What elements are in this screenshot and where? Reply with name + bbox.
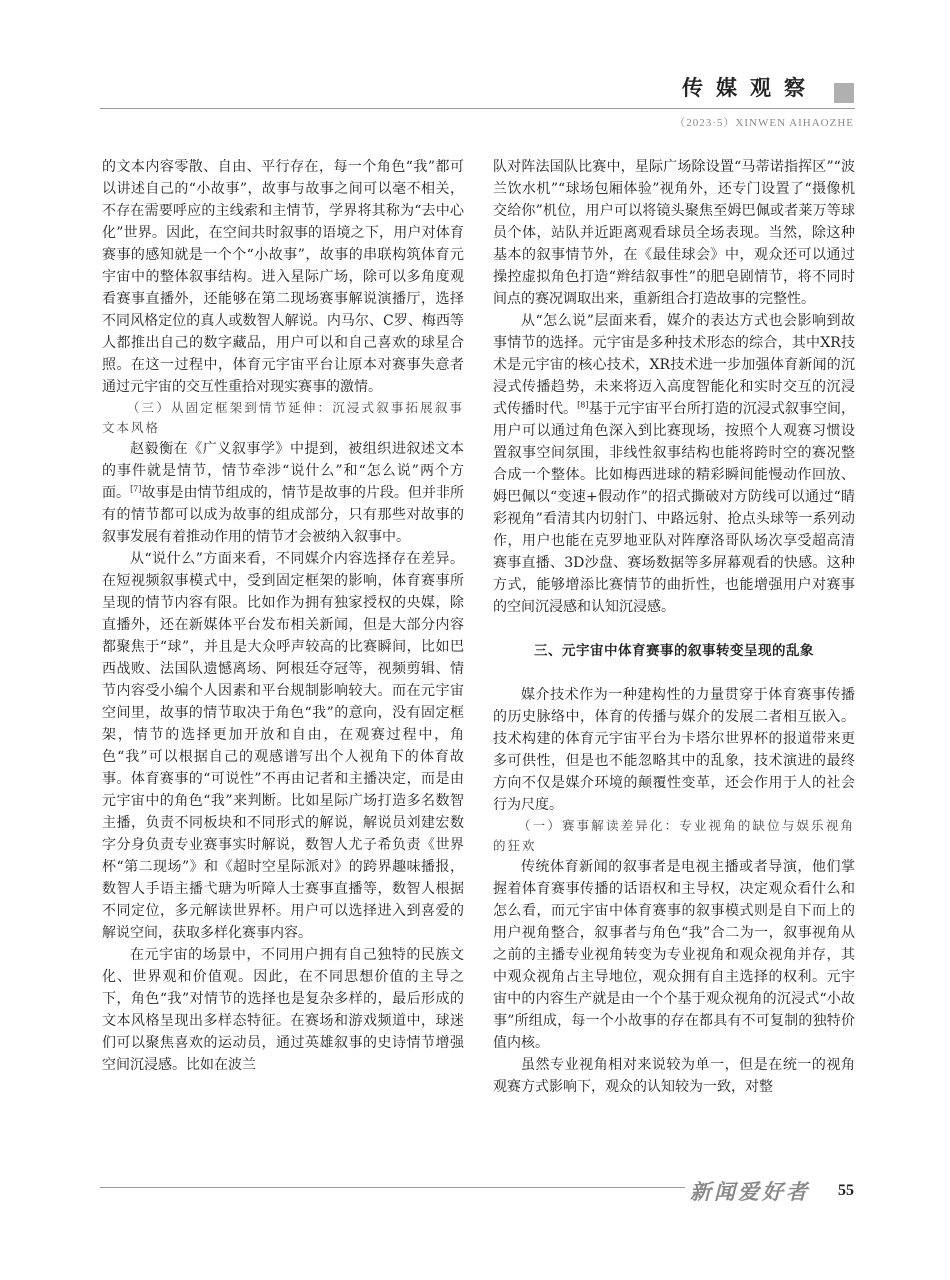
- paragraph-text: 基于元宇宙平台所打造的沉浸式叙事空间，用户可以通过角色深入到比赛现场，按照个人观赛习惯设置叙事空间氛围，非线性叙事结构也能将跨时空的赛况整合成一个整体。比如梅西进球的精彩瞬间能慢动作回放、姆巴佩以“变速+假动作”的招式撕破对方防线可以通过“睛彩视角”看清其内切射门、中路远射、抢点头球等一系列动作，用户也能在克罗地亚队对阵摩洛哥队场次享受超高清赛事直播、3D沙盘、赛场数据等多屏幕观看的快感。这种方式，能够增添比赛情节的曲折性，也能增强用户对赛事的空间沉浸感和认知沉浸感。: [493, 401, 856, 615]
- subsection-heading: （一）赛事解读差异化：专业视角的缺位与娱乐视角的狂欢: [493, 818, 855, 853]
- paragraph: 从“说什么”方面来看，不同媒介内容选择存在差异。在短视频叙事模式中，受到固定框架的影响，体育赛事所呈现的情节内容有限。比如作为拥有独家授权的央媒，除直播外，还在新媒体平台发布相关新闻，但是大部分内容都聚焦于“球”，并且是大众呼声较高的比赛瞬间，比如巴西战败、法国队遗憾离场、阿根廷夺冠等，视频剪辑、情节内容受小编个人因素和平台规制影响较大。而在元宇宙空间里，故事的情节取决于角色“我”的意向，没有固定框架，情节的选择更加开放和自由，在观赛过程中，角色“我”可以根据自己的观感谱写出个人视角下的体育故事。体育赛事的“可说性”不再由记者和主播决定，而是由元宇宙中的角色“我”来判断。比如星际广场打造多名数智主播，负责不同板块和不同形式的解说，解说员刘建宏数字分身负责专业赛事实时解说，数智人尤子希负责《世界杯“第二现场”》和《超时空星际派对》的跨界趣味播报，数智人手语主播弋瑭为听障人士赛事直播等，数智人根据不同定位，多元解读世界杯。用户可以选择进入到喜爱的解说空间，获取多样化赛事内容。: [102, 551, 464, 941]
- paragraph: 虽然专业视角相对来说较为单一，但是在统一的视角观赛方式影响下，观众的认知较为一致，对整: [493, 1057, 855, 1095]
- reference-marker: [7]: [130, 484, 142, 494]
- paragraph-text: 赵毅衡在《广义叙事学》中提到，被组织进叙述文本的事件就是情节，情节牵涉“说什么”和“怎么说”两个方面。: [102, 441, 464, 501]
- paragraph: 队对阵法国队比赛中，星际广场除设置“马蒂诺指挥区”“波兰饮水机”“球场包厢体验”视角外，还专门设置了“摄像机交给你”机位，用户可以将镜头聚焦至姆巴佩或者莱万等球员个体，站队并近距离观看球员全场表现。当然，除这种基本的叙事情节外，在《最佳球会》中，观众还可以通过操控虚拟角色打造“辫结叙事性”的肥皂剧情节，将不同时间点的赛况调取出来，重新组合打造故事的完整性。: [493, 159, 855, 307]
- paragraph: 在元宇宙的场景中，不同用户拥有自己独特的民族文化、世界观和价值观。因此，在不同思想价值的主导之下，角色“我”对情节的选择也是复杂多样的，最后形成的文本风格呈现出多样态特征。在赛场和游戏频道中，球迷们可以聚焦喜欢的运动员，通过英雄叙事的史诗情节增强空间沉浸感。比如在波兰: [102, 947, 464, 1073]
- right-column: [493, 156, 855, 1098]
- journal-logo: 新闻爱好者: [690, 1179, 810, 1204]
- section-heading: 三、元宇宙中体育赛事的叙事转变呈现的乱象: [534, 643, 814, 659]
- paragraph: 传统体育新闻的叙事者是电视主播或者导演，他们掌握着体育赛事传播的话语权和主导权，决定观众看什么和怎么看，而元宇宙中体育赛事的叙事模式则是自下而上的用户视角整合，叙事者与角色“我”合二为一，叙事视角从之前的主播专业视角转变为专业视角和观众视角并存，其中观众视角占主导地位，观众拥有自主选择的权利。元宇宙中的内容生产就是由一个个基于观众视角的沉浸式“小故事”所组成，每一个小故事的存在都具有不可复制的独特价值内核。: [493, 859, 855, 1051]
- paragraph: 媒介技术作为一种建构性的力量贯穿于体育赛事传播的历史脉络中，体育的传播与媒介的发展二者相互嵌入。技术构建的体育元宇宙平台为卡塔尔世界杯的报道带来更多可供性，但是也不能忽略其中的乱象，技术演进的最终方向不仅是媒介环境的颠覆性变革，还会作用于人的社会行为尺度。: [493, 687, 855, 813]
- paragraph-text: 故事是由情节组成的，情节是故事的片段。但并非所有的情节都可以成为故事的组成部分，只有那些对故事的叙事发展有着推动作用的情节才会被纳入叙事中。: [102, 485, 465, 545]
- subsection-heading: （三）从固定框架到情节延伸：沉浸式叙事拓展叙事文本风格: [102, 400, 464, 435]
- paragraph-text: 从“怎么说”层面来看，媒介的表达方式也会影响到故事情节的选择。元宇宙是多种技术形态的综合，其中XR技术是元宇宙的核心技术，XR技术进一步加强体育新闻的沉浸式传播趋势，未来将迈入高度智能化和实时交互的沉浸式传播时代。: [493, 313, 855, 417]
- paragraph: [493, 310, 855, 618]
- reference-marker: [8]: [577, 400, 589, 410]
- footer-rule: [100, 1187, 685, 1188]
- left-column: [102, 156, 464, 1076]
- journal-issue-line: （2023·5）XINWEN AIHAOZHE: [674, 117, 854, 129]
- paragraph: [102, 438, 464, 548]
- header-gray-square: [834, 83, 854, 103]
- paragraph: 的文本内容零散、自由、平行存在，每一个角色“我”都可以讲述自己的“小故事”，故事与故事之间可以毫不相关，不存在需要呼应的主线索和主情节，学界将其称为“去中心化”世界。因此，在空间共时叙事的语境之下，用户对体育赛事的感知就是一个个“小故事”，故事的串联构筑体育元宇宙中的整体叙事结构。进入星际广场，除可以多角度观看赛事直播外，还能够在第二现场赛事解说演播厅，选择不同风格定位的真人或数智人解说。内马尔、C罗、梅西等人都推出自己的数字藏品，用户可以和自己喜欢的球星合照。在这一过程中，体育元宇宙平台让原本对赛事失意者通过元宇宙的交互性重拾对现实赛事的激情。: [102, 159, 464, 395]
- header-rule: [100, 108, 855, 109]
- journal-section-title: 传媒观察: [682, 76, 818, 100]
- page-number: 55: [838, 1182, 854, 1199]
